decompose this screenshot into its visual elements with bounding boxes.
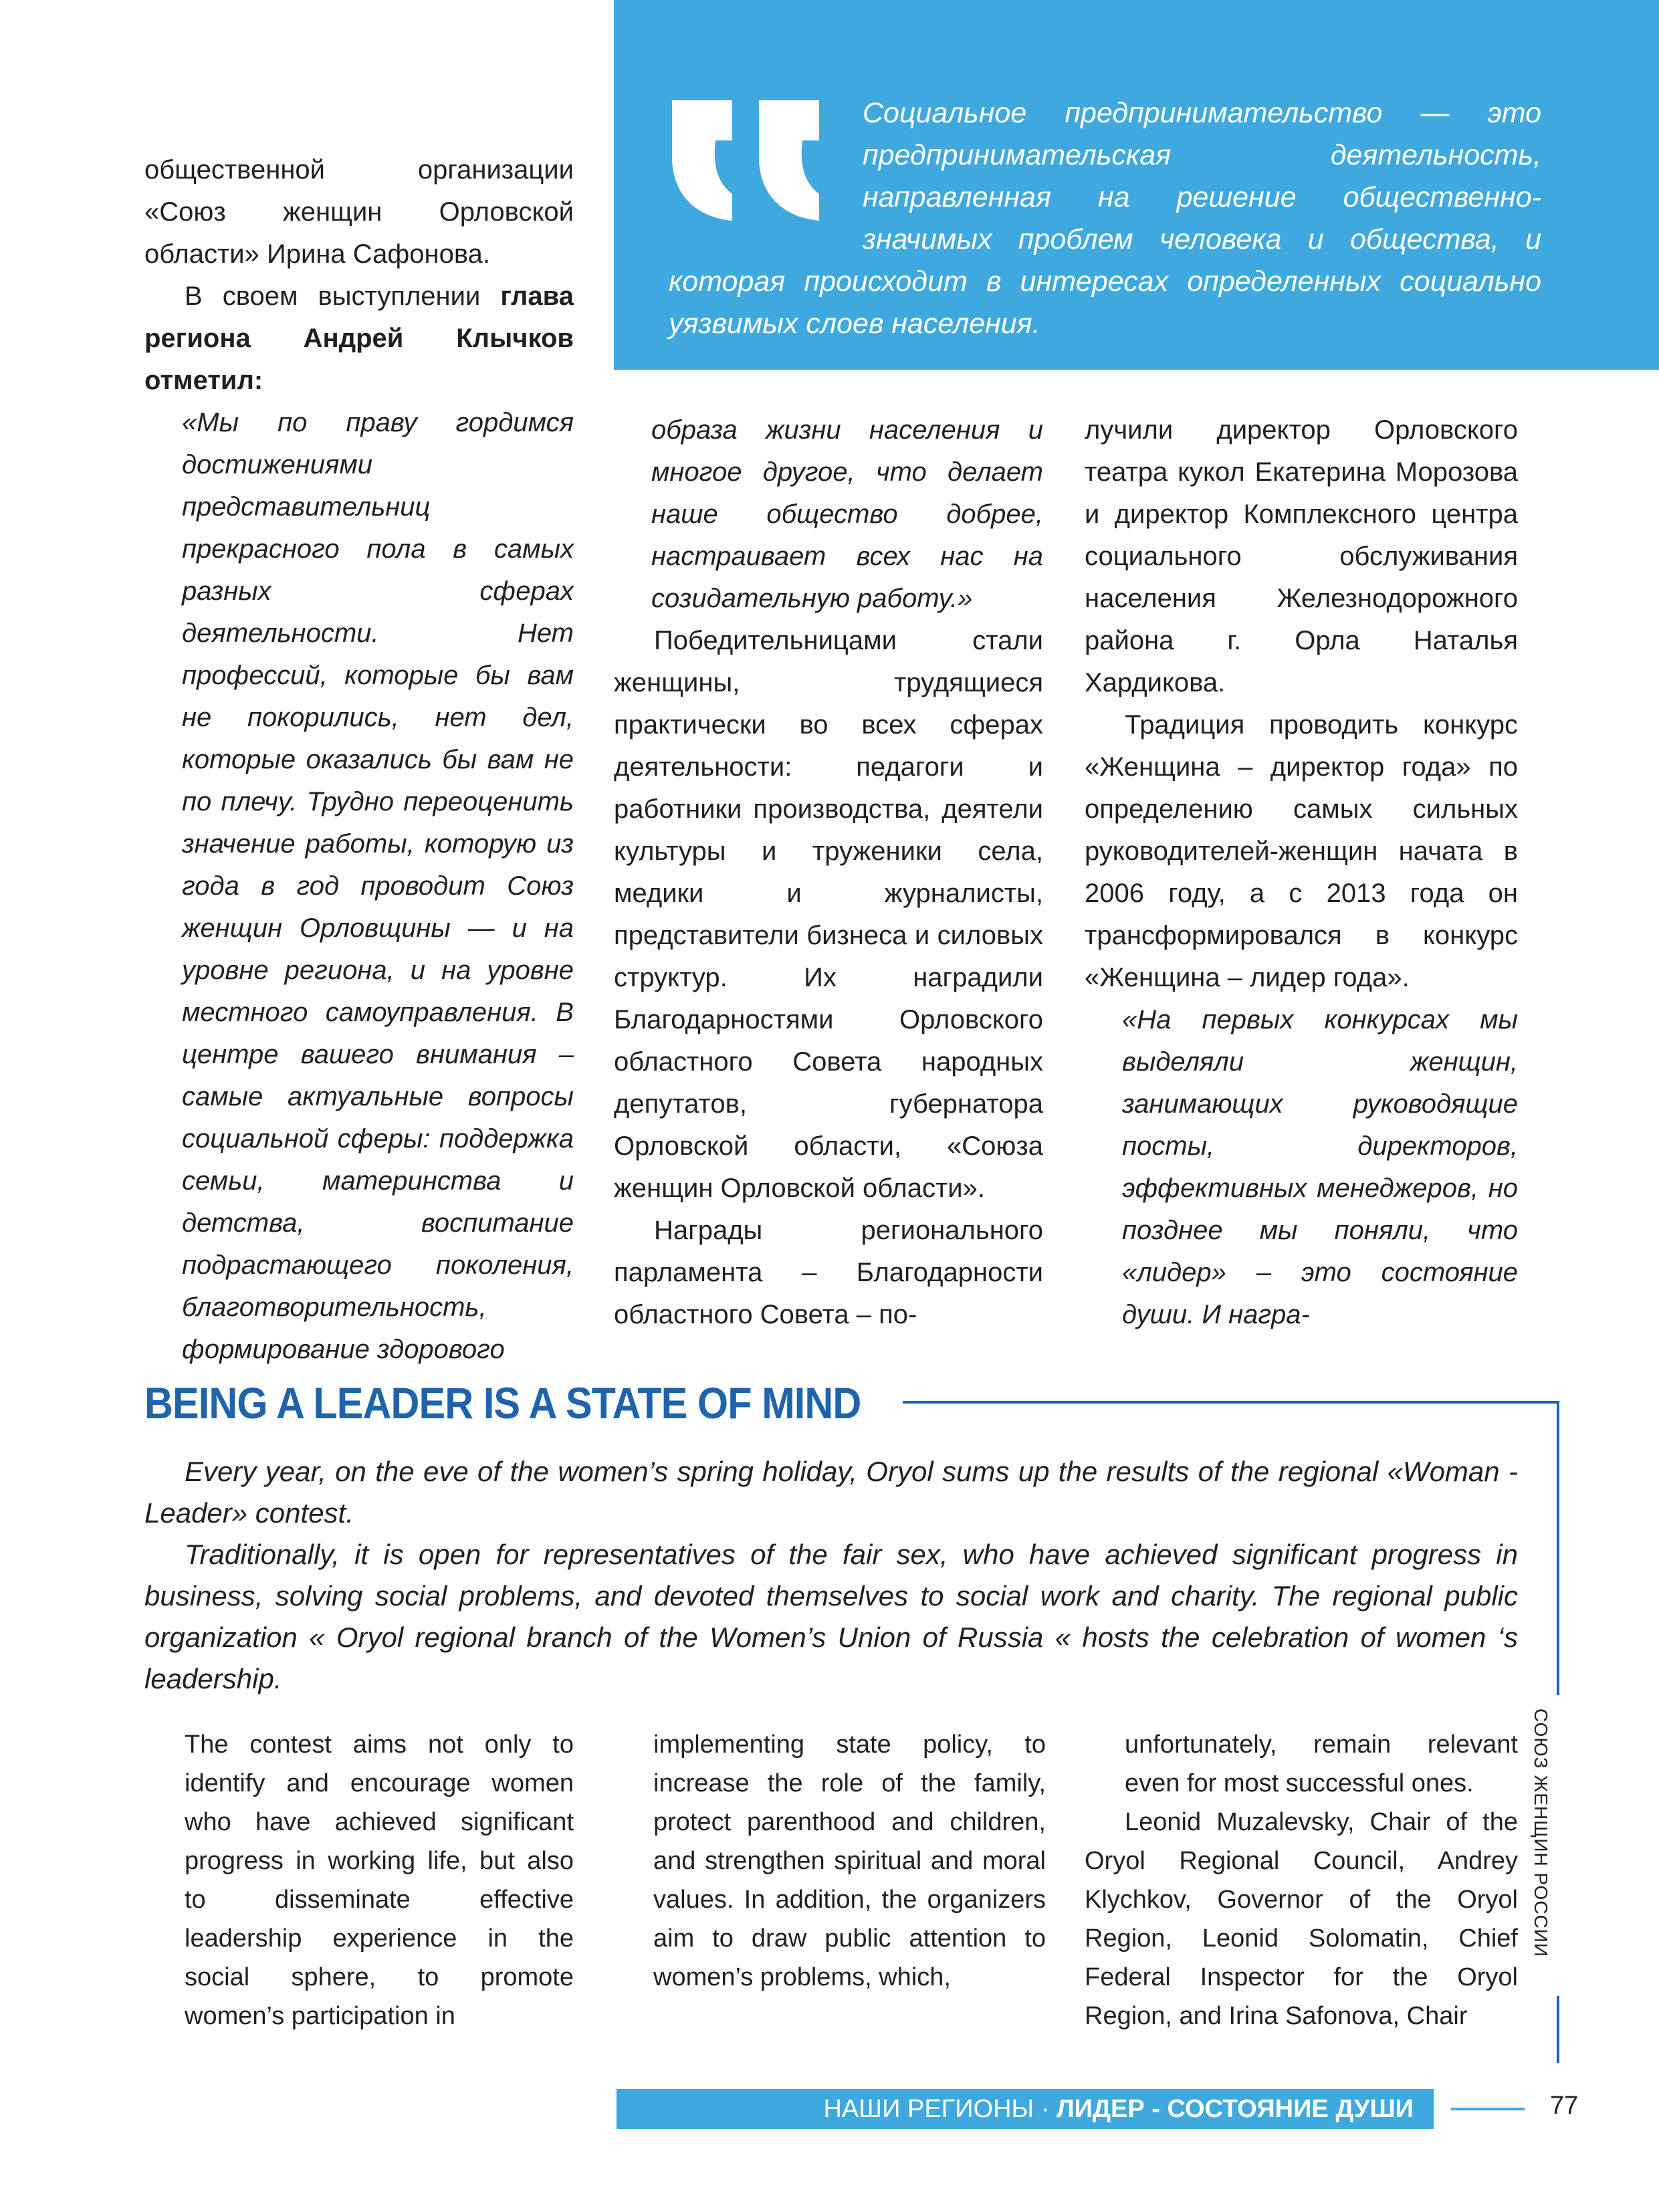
footer-bar: [617, 2089, 1434, 2129]
side-label: [1531, 1708, 1571, 1976]
en-column-1: [185, 1725, 574, 2035]
ru-column-2: [614, 409, 1043, 1336]
paragraph-text: В своем выступлении: [185, 282, 501, 311]
paragraph: Традиция проводить конкурс «Женщина – директор года» по определению самых сильных руководителей-женщин начата в 2006 году, а с 2013 года он трансформировался в конкурс «Женщина – лидер года».: [1085, 710, 1518, 992]
paragraph: implementing state policy, to increase the role of the family, protect parenthood and children, and strengthen spiritual and moral values. In addition, the organizers aim to draw public attention to women’s problems, which,: [653, 1731, 1046, 1991]
paragraph: [144, 275, 574, 402]
pull-quote-text: Социальное предпринимательство — это предпринимательская деятельность, направленная на решение общественно-значимых проблем человека и общества, и которая происходит в интересах определенных социально уязвимых слоев населения.: [669, 97, 1541, 340]
paragraph: Leonid Muzalevsky, Chair of the Oryol Regional Council, Andrey Klychkov, Governor of the Oryol Region, Leonid Solomatin, Chief Federal Inspector for the Oryol Region, and Irina Safonova, Chair: [1085, 1808, 1518, 2030]
section-title: BEING A LEADER IS A STATE OF MIND: [144, 1378, 861, 1428]
quote-paragraph: образа жизни населения и многое другое, что делает наше общество добрее, настраивает всех нас на созидательную работу.»: [651, 415, 1043, 613]
paragraph: Награды регионального парламента – Благодарности областного Совета – по-: [614, 1216, 1043, 1329]
page-number: 77: [1550, 2092, 1579, 2120]
paragraph: лучили директор Орловского театра кукол Екатерина Морозова и директор Комплексного центра социального обслуживания населения Железнодорожного района г. Орла Наталья Хардикова.: [1085, 415, 1518, 697]
footer-running-title: [823, 2089, 1414, 2129]
intro-paragraph: Traditionally, it is open for representatives of the fair sex, who have achieved significant progress in business, solving social problems, and devoted themselves to social work and charity. The regional public organization « Oryol regional branch of the Women’s Union of Russia « hosts the celebration of women ‘s leadership.: [144, 1539, 1518, 1694]
paragraph: общественной организации «Союз женщин Орловской области» Ирина Сафонова.: [144, 155, 574, 269]
paragraph: Победительницами стали женщины, трудящиеся практически во всех сферах деятельности: педагоги и работники производства, деятели культуры и труженики села, медики и журналисты, представители бизнеса и силовых структур. Их наградили Благодарностями Орловского областного Совета народных депутатов, губернатора Орловской области, «Союза женщин Орловской области».: [614, 626, 1043, 1203]
quote-paragraph: «На первых конкурсах мы выделяли женщин, занимающих руководящие посты, директоров, эффективных менеджеров, но позднее мы поняли, что «лидер» – это состояние души. И награ-: [1122, 1005, 1518, 1329]
pull-quote: [669, 92, 1541, 345]
intro-paragraph: Every year, on the eve of the women’s spring holiday, Oryol sums up the results of the regional «Woman - Leader» contest.: [144, 1456, 1518, 1529]
footer-title: ЛИДЕР - СОСТОЯНИЕ ДУШИ: [1056, 2095, 1414, 2123]
side-label-text: СОЮЗ ЖЕНЩИН РОССИИ: [1531, 1708, 1551, 1958]
en-column-2: [653, 1725, 1046, 1997]
english-intro: [144, 1451, 1518, 1700]
paragraph: The contest aims not only to identify and encourage women who have achieved significant progress in working life, but also to disseminate effective leadership experience in the social sphere, to promote women’s participation in: [185, 1731, 574, 2030]
footer-section: НАШИ РЕГИОНЫ ·: [823, 2095, 1057, 2123]
paragraph: unfortunately, remain relevant even for most successful ones.: [1125, 1731, 1518, 1797]
quote-paragraph: «Мы по праву гордимся достижениями представительниц прекрасного пола в самых разных сферах деятельности. Нет профессий, которые бы вам не покорились, нет дел, которые оказались бы вам не по плечу. Трудно переоценить значение работы, которую из года в год проводит Союз женщин Орловщины — и на уровне региона, и на уровне местного самоуправления. В центре вашего внимания – самые актуальные вопросы социальной сферы: поддержка семьи, материнства и детства, воспитание подрастающего поколения, благотворительность, формирование здорового: [182, 408, 574, 1364]
ru-column-1: [144, 149, 574, 1371]
en-column-3: [1085, 1725, 1518, 2035]
paragraph-bold-text: глава региона Андрей Клычков отметил:: [144, 282, 574, 395]
ru-column-3: [1085, 409, 1518, 1336]
footer-rule: [1451, 2108, 1525, 2110]
